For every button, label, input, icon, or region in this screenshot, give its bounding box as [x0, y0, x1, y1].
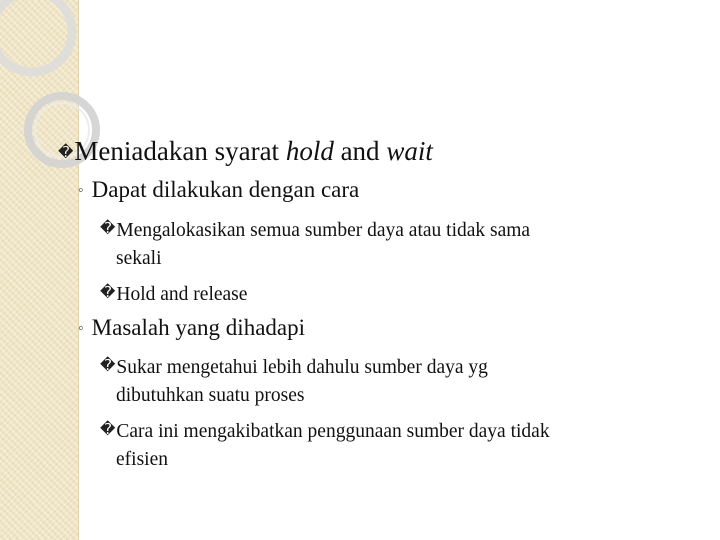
list-item-4-line-1: [100, 420, 550, 443]
list-item-text: Cara ini mengakibatkan penggunaan sumber daya tidak: [116, 421, 550, 442]
list-item-2: [100, 283, 247, 306]
heading-text-middle: and: [333, 136, 387, 166]
list-item-text: Hold and release: [116, 284, 248, 305]
square-bullet-icon: �: [100, 219, 116, 237]
slide-heading: [58, 136, 433, 167]
list-item-3-line-1: [100, 356, 488, 379]
list-item-text: efisien: [116, 449, 168, 470]
circle-bullet-icon: ◦: [78, 320, 84, 337]
list-item-text: dibutuhkan suatu proses: [116, 385, 305, 406]
square-bullet-icon: �: [100, 283, 116, 301]
square-bullet-icon: �: [100, 356, 116, 374]
section-title-1: [78, 177, 359, 203]
section-title-text: Masalah yang dihadapi: [91, 315, 305, 340]
list-item-text: sekali: [116, 248, 162, 269]
heading-italic-wait: wait: [386, 136, 433, 166]
list-item-text: Mengalokasikan semua sumber daya atau tidak sama: [116, 220, 531, 241]
circle-bullet-icon: ◦: [78, 182, 84, 199]
section-title-2: [78, 315, 305, 341]
list-item-1-line-2: [116, 248, 161, 270]
list-item-text: Sukar mengetahui lebih dahulu sumber daya yg: [116, 357, 488, 378]
heading-italic-hold: hold: [285, 136, 334, 166]
square-bullet-icon: �: [100, 420, 116, 438]
list-item-1-line-1: [100, 219, 530, 242]
square-bullet-icon: �: [58, 143, 74, 161]
list-item-3-line-2: [116, 385, 304, 407]
list-item-4-line-2: [116, 449, 168, 471]
heading-text-prefix: Meniadakan syarat: [74, 136, 286, 166]
section-title-text: Dapat dilakukan dengan cara: [91, 177, 360, 202]
